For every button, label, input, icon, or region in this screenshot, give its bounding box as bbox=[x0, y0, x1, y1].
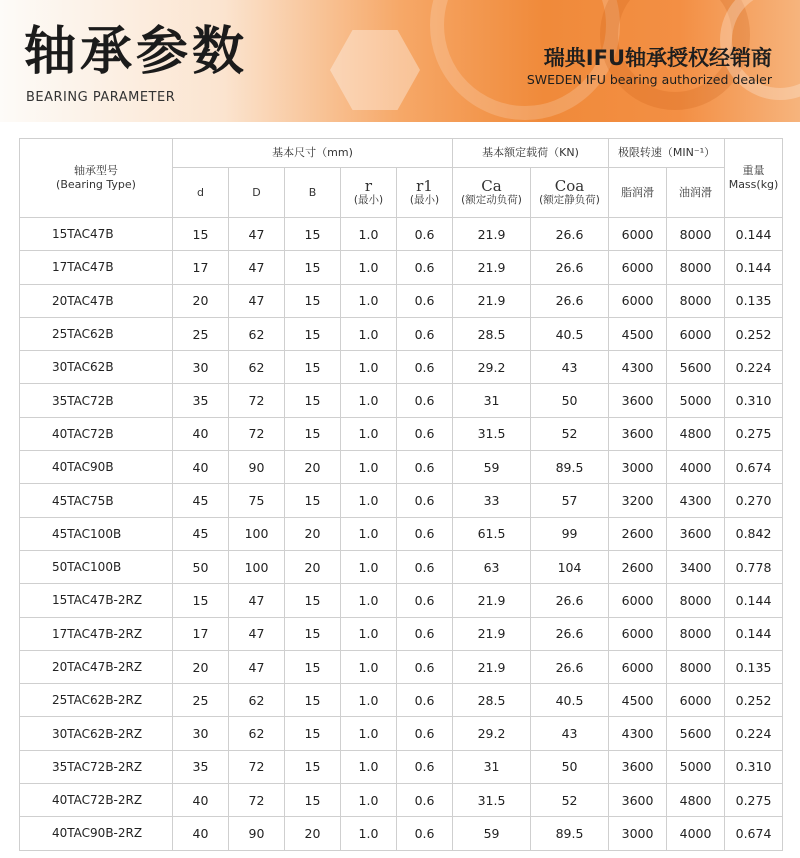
cell-speed-oil: 8000 bbox=[667, 650, 725, 683]
cell-speed-grease: 3600 bbox=[609, 784, 667, 817]
cell-d: 20 bbox=[173, 284, 229, 317]
cell-speed-grease: 3000 bbox=[609, 817, 667, 850]
cell-r1: 0.6 bbox=[397, 351, 453, 384]
cell-speed-oil: 3600 bbox=[667, 517, 725, 550]
cell-ca: 61.5 bbox=[453, 517, 531, 550]
cell-mass: 0.144 bbox=[725, 617, 783, 650]
cell-speed-grease: 4300 bbox=[609, 351, 667, 384]
cell-mass: 0.135 bbox=[725, 284, 783, 317]
header-coa: Coa (额定静负荷) bbox=[531, 168, 609, 218]
cell-r: 1.0 bbox=[341, 817, 397, 850]
cell-D: 90 bbox=[229, 817, 285, 850]
cell-speed-oil: 3400 bbox=[667, 550, 725, 583]
cell-D: 72 bbox=[229, 750, 285, 783]
cell-coa: 89.5 bbox=[531, 451, 609, 484]
cell-mass: 0.310 bbox=[725, 384, 783, 417]
table-row bbox=[20, 417, 783, 450]
cell-coa: 43 bbox=[531, 717, 609, 750]
cell-speed-oil: 8000 bbox=[667, 584, 725, 617]
cell-D: 72 bbox=[229, 417, 285, 450]
cell-mass: 0.144 bbox=[725, 218, 783, 251]
cell-r: 1.0 bbox=[341, 218, 397, 251]
table-body bbox=[20, 218, 783, 851]
cell-d: 35 bbox=[173, 750, 229, 783]
cell-d: 25 bbox=[173, 317, 229, 350]
hex-nut-decoration bbox=[330, 30, 420, 110]
cell-mass: 0.224 bbox=[725, 717, 783, 750]
cell-coa: 99 bbox=[531, 517, 609, 550]
cell-B: 15 bbox=[285, 584, 341, 617]
cell-r1: 0.6 bbox=[397, 584, 453, 617]
cell-d: 17 bbox=[173, 251, 229, 284]
table-row bbox=[20, 784, 783, 817]
cell-mass: 0.144 bbox=[725, 251, 783, 284]
cell-d: 30 bbox=[173, 351, 229, 384]
table-row bbox=[20, 650, 783, 683]
cell-speed-oil: 5600 bbox=[667, 351, 725, 384]
cell-d: 45 bbox=[173, 484, 229, 517]
cell-ca: 21.9 bbox=[453, 218, 531, 251]
cell-r1: 0.6 bbox=[397, 451, 453, 484]
table-row bbox=[20, 384, 783, 417]
cell-speed-grease: 6000 bbox=[609, 650, 667, 683]
header-r1: r1 (最小) bbox=[397, 168, 453, 218]
cell-B: 15 bbox=[285, 750, 341, 783]
cell-speed-oil: 5000 bbox=[667, 750, 725, 783]
cell-r: 1.0 bbox=[341, 717, 397, 750]
cell-mass: 0.310 bbox=[725, 750, 783, 783]
cell-D: 75 bbox=[229, 484, 285, 517]
cell-B: 15 bbox=[285, 617, 341, 650]
cell-model: 20TAC47B-2RZ bbox=[20, 650, 173, 683]
cell-speed-grease: 3600 bbox=[609, 384, 667, 417]
cell-coa: 26.6 bbox=[531, 584, 609, 617]
cell-speed-grease: 4300 bbox=[609, 717, 667, 750]
cell-ca: 21.9 bbox=[453, 584, 531, 617]
cell-mass: 0.144 bbox=[725, 584, 783, 617]
cell-model: 35TAC72B-2RZ bbox=[20, 750, 173, 783]
cell-r: 1.0 bbox=[341, 351, 397, 384]
cell-speed-grease: 6000 bbox=[609, 617, 667, 650]
cell-D: 47 bbox=[229, 251, 285, 284]
header-grease: 脂润滑 bbox=[609, 168, 667, 218]
cell-r1: 0.6 bbox=[397, 317, 453, 350]
header-r: r (最小) bbox=[341, 168, 397, 218]
cell-D: 100 bbox=[229, 517, 285, 550]
cell-ca: 59 bbox=[453, 817, 531, 850]
cell-model: 15TAC47B-2RZ bbox=[20, 584, 173, 617]
cell-model: 45TAC75B bbox=[20, 484, 173, 517]
cell-d: 40 bbox=[173, 817, 229, 850]
header-oil: 油润滑 bbox=[667, 168, 725, 218]
table-row bbox=[20, 750, 783, 783]
cell-model: 50TAC100B bbox=[20, 550, 173, 583]
cell-B: 15 bbox=[285, 650, 341, 683]
cell-mass: 0.252 bbox=[725, 317, 783, 350]
cell-speed-grease: 2600 bbox=[609, 517, 667, 550]
table-row bbox=[20, 317, 783, 350]
cell-B: 15 bbox=[285, 351, 341, 384]
cell-r1: 0.6 bbox=[397, 750, 453, 783]
table-row bbox=[20, 717, 783, 750]
cell-model: 40TAC90B bbox=[20, 451, 173, 484]
cell-speed-grease: 3600 bbox=[609, 417, 667, 450]
cell-D: 62 bbox=[229, 684, 285, 717]
cell-speed-oil: 5000 bbox=[667, 384, 725, 417]
cell-D: 62 bbox=[229, 717, 285, 750]
cell-speed-grease: 4500 bbox=[609, 684, 667, 717]
cell-r1: 0.6 bbox=[397, 617, 453, 650]
cell-r1: 0.6 bbox=[397, 284, 453, 317]
cell-D: 62 bbox=[229, 317, 285, 350]
bearing-parameter-table bbox=[19, 138, 783, 851]
cell-model: 35TAC72B bbox=[20, 384, 173, 417]
cell-d: 45 bbox=[173, 517, 229, 550]
cell-mass: 0.778 bbox=[725, 550, 783, 583]
cell-r: 1.0 bbox=[341, 417, 397, 450]
cell-ca: 21.9 bbox=[453, 650, 531, 683]
cell-D: 47 bbox=[229, 284, 285, 317]
cell-speed-oil: 6000 bbox=[667, 684, 725, 717]
cell-B: 15 bbox=[285, 251, 341, 284]
cell-mass: 0.270 bbox=[725, 484, 783, 517]
cell-D: 90 bbox=[229, 451, 285, 484]
cell-r: 1.0 bbox=[341, 517, 397, 550]
cell-r: 1.0 bbox=[341, 550, 397, 583]
cell-coa: 89.5 bbox=[531, 817, 609, 850]
cell-D: 100 bbox=[229, 550, 285, 583]
cell-ca: 31 bbox=[453, 384, 531, 417]
cell-D: 47 bbox=[229, 218, 285, 251]
cell-mass: 0.252 bbox=[725, 684, 783, 717]
cell-ca: 59 bbox=[453, 451, 531, 484]
cell-coa: 50 bbox=[531, 750, 609, 783]
cell-speed-grease: 3200 bbox=[609, 484, 667, 517]
cell-model: 30TAC62B bbox=[20, 351, 173, 384]
header-ca: Ca (额定动负荷) bbox=[453, 168, 531, 218]
cell-model: 40TAC72B-2RZ bbox=[20, 784, 173, 817]
cell-model: 40TAC72B bbox=[20, 417, 173, 450]
page-title: 轴承参数 bbox=[24, 22, 249, 82]
cell-r1: 0.6 bbox=[397, 650, 453, 683]
cell-d: 35 bbox=[173, 384, 229, 417]
header-D: D bbox=[229, 168, 285, 218]
cell-B: 15 bbox=[285, 684, 341, 717]
cell-B: 15 bbox=[285, 384, 341, 417]
cell-speed-oil: 8000 bbox=[667, 218, 725, 251]
table-header-row bbox=[20, 139, 783, 168]
cell-r1: 0.6 bbox=[397, 550, 453, 583]
header-load-rating: 基本额定载荷（KN) bbox=[453, 139, 609, 168]
header-d: d bbox=[173, 168, 229, 218]
cell-model: 40TAC90B-2RZ bbox=[20, 817, 173, 850]
cell-ca: 33 bbox=[453, 484, 531, 517]
cell-mass: 0.275 bbox=[725, 417, 783, 450]
cell-coa: 40.5 bbox=[531, 684, 609, 717]
cell-coa: 43 bbox=[531, 351, 609, 384]
cell-B: 15 bbox=[285, 317, 341, 350]
cell-r: 1.0 bbox=[341, 584, 397, 617]
cell-r1: 0.6 bbox=[397, 784, 453, 817]
cell-speed-oil: 4000 bbox=[667, 817, 725, 850]
table-row bbox=[20, 584, 783, 617]
cell-B: 15 bbox=[285, 717, 341, 750]
cell-speed-grease: 3000 bbox=[609, 451, 667, 484]
cell-ca: 29.2 bbox=[453, 351, 531, 384]
table-row bbox=[20, 617, 783, 650]
cell-model: 17TAC47B-2RZ bbox=[20, 617, 173, 650]
cell-B: 20 bbox=[285, 550, 341, 583]
cell-speed-oil: 4300 bbox=[667, 484, 725, 517]
cell-mass: 0.674 bbox=[725, 817, 783, 850]
cell-ca: 21.9 bbox=[453, 617, 531, 650]
cell-r1: 0.6 bbox=[397, 417, 453, 450]
table-row bbox=[20, 684, 783, 717]
cell-coa: 57 bbox=[531, 484, 609, 517]
table-row bbox=[20, 351, 783, 384]
cell-B: 20 bbox=[285, 817, 341, 850]
cell-D: 62 bbox=[229, 351, 285, 384]
cell-d: 50 bbox=[173, 550, 229, 583]
cell-mass: 0.842 bbox=[725, 517, 783, 550]
cell-model: 15TAC47B bbox=[20, 218, 173, 251]
cell-D: 72 bbox=[229, 384, 285, 417]
cell-coa: 104 bbox=[531, 550, 609, 583]
header-banner bbox=[0, 0, 800, 122]
header-basic-dimensions: 基本尺寸（mm) bbox=[173, 139, 453, 168]
header-mass: 重量 Mass(kg) bbox=[725, 139, 783, 218]
cell-model: 20TAC47B bbox=[20, 284, 173, 317]
cell-r1: 0.6 bbox=[397, 717, 453, 750]
cell-d: 40 bbox=[173, 451, 229, 484]
cell-r: 1.0 bbox=[341, 451, 397, 484]
cell-B: 20 bbox=[285, 517, 341, 550]
header-speed-limit: 极限转速（MIN⁻¹） bbox=[609, 139, 725, 168]
cell-mass: 0.674 bbox=[725, 451, 783, 484]
cell-speed-grease: 3600 bbox=[609, 750, 667, 783]
cell-r1: 0.6 bbox=[397, 484, 453, 517]
cell-coa: 26.6 bbox=[531, 650, 609, 683]
cell-speed-grease: 6000 bbox=[609, 251, 667, 284]
cell-model: 45TAC100B bbox=[20, 517, 173, 550]
cell-r: 1.0 bbox=[341, 784, 397, 817]
cell-speed-grease: 6000 bbox=[609, 218, 667, 251]
cell-D: 47 bbox=[229, 617, 285, 650]
table-row bbox=[20, 284, 783, 317]
cell-D: 72 bbox=[229, 784, 285, 817]
cell-B: 15 bbox=[285, 417, 341, 450]
cell-coa: 26.6 bbox=[531, 251, 609, 284]
cell-speed-oil: 6000 bbox=[667, 317, 725, 350]
cell-coa: 50 bbox=[531, 384, 609, 417]
cell-r: 1.0 bbox=[341, 284, 397, 317]
cell-r1: 0.6 bbox=[397, 684, 453, 717]
cell-r: 1.0 bbox=[341, 750, 397, 783]
cell-ca: 31.5 bbox=[453, 417, 531, 450]
cell-r: 1.0 bbox=[341, 617, 397, 650]
cell-d: 15 bbox=[173, 218, 229, 251]
cell-B: 15 bbox=[285, 284, 341, 317]
table-row bbox=[20, 484, 783, 517]
cell-speed-oil: 8000 bbox=[667, 284, 725, 317]
table-row bbox=[20, 817, 783, 850]
cell-d: 25 bbox=[173, 684, 229, 717]
cell-r: 1.0 bbox=[341, 317, 397, 350]
cell-model: 30TAC62B-2RZ bbox=[20, 717, 173, 750]
table-row bbox=[20, 218, 783, 251]
cell-speed-grease: 4500 bbox=[609, 317, 667, 350]
cell-ca: 21.9 bbox=[453, 251, 531, 284]
cell-model: 25TAC62B bbox=[20, 317, 173, 350]
table-row bbox=[20, 550, 783, 583]
cell-r: 1.0 bbox=[341, 684, 397, 717]
cell-r: 1.0 bbox=[341, 650, 397, 683]
header-bearing-type: 轴承型号 (Bearing Type) bbox=[20, 139, 173, 218]
cell-B: 15 bbox=[285, 218, 341, 251]
cell-ca: 63 bbox=[453, 550, 531, 583]
cell-ca: 31 bbox=[453, 750, 531, 783]
cell-speed-oil: 5600 bbox=[667, 717, 725, 750]
page-subtitle: BEARING PARAMETER bbox=[26, 90, 176, 105]
table-row bbox=[20, 251, 783, 284]
cell-r1: 0.6 bbox=[397, 251, 453, 284]
cell-B: 15 bbox=[285, 784, 341, 817]
cell-mass: 0.135 bbox=[725, 650, 783, 683]
cell-coa: 52 bbox=[531, 784, 609, 817]
cell-coa: 40.5 bbox=[531, 317, 609, 350]
cell-d: 30 bbox=[173, 717, 229, 750]
cell-D: 47 bbox=[229, 584, 285, 617]
cell-d: 17 bbox=[173, 617, 229, 650]
cell-speed-oil: 8000 bbox=[667, 617, 725, 650]
cell-r1: 0.6 bbox=[397, 384, 453, 417]
cell-r1: 0.6 bbox=[397, 817, 453, 850]
dealer-name-en: SWEDEN IFU bearing authorized dealer bbox=[526, 72, 772, 87]
cell-speed-grease: 6000 bbox=[609, 584, 667, 617]
table-row bbox=[20, 517, 783, 550]
cell-coa: 26.6 bbox=[531, 617, 609, 650]
cell-D: 47 bbox=[229, 650, 285, 683]
cell-r1: 0.6 bbox=[397, 218, 453, 251]
cell-coa: 52 bbox=[531, 417, 609, 450]
cell-ca: 29.2 bbox=[453, 717, 531, 750]
cell-speed-oil: 4000 bbox=[667, 451, 725, 484]
cell-B: 20 bbox=[285, 451, 341, 484]
cell-d: 40 bbox=[173, 784, 229, 817]
cell-B: 15 bbox=[285, 484, 341, 517]
cell-speed-grease: 2600 bbox=[609, 550, 667, 583]
cell-ca: 28.5 bbox=[453, 684, 531, 717]
cell-ca: 21.9 bbox=[453, 284, 531, 317]
cell-speed-oil: 4800 bbox=[667, 417, 725, 450]
cell-d: 40 bbox=[173, 417, 229, 450]
cell-ca: 28.5 bbox=[453, 317, 531, 350]
cell-mass: 0.224 bbox=[725, 351, 783, 384]
cell-r: 1.0 bbox=[341, 251, 397, 284]
cell-r: 1.0 bbox=[341, 384, 397, 417]
cell-d: 15 bbox=[173, 584, 229, 617]
cell-speed-oil: 8000 bbox=[667, 251, 725, 284]
cell-r: 1.0 bbox=[341, 484, 397, 517]
cell-r1: 0.6 bbox=[397, 517, 453, 550]
header-B: B bbox=[285, 168, 341, 218]
cell-coa: 26.6 bbox=[531, 284, 609, 317]
cell-speed-oil: 4800 bbox=[667, 784, 725, 817]
cell-model: 17TAC47B bbox=[20, 251, 173, 284]
cell-coa: 26.6 bbox=[531, 218, 609, 251]
cell-d: 20 bbox=[173, 650, 229, 683]
cell-mass: 0.275 bbox=[725, 784, 783, 817]
cell-model: 25TAC62B-2RZ bbox=[20, 684, 173, 717]
cell-speed-grease: 6000 bbox=[609, 284, 667, 317]
table-row bbox=[20, 451, 783, 484]
dealer-name: 瑞典IFU轴承授权经销商 bbox=[543, 46, 772, 70]
cell-ca: 31.5 bbox=[453, 784, 531, 817]
